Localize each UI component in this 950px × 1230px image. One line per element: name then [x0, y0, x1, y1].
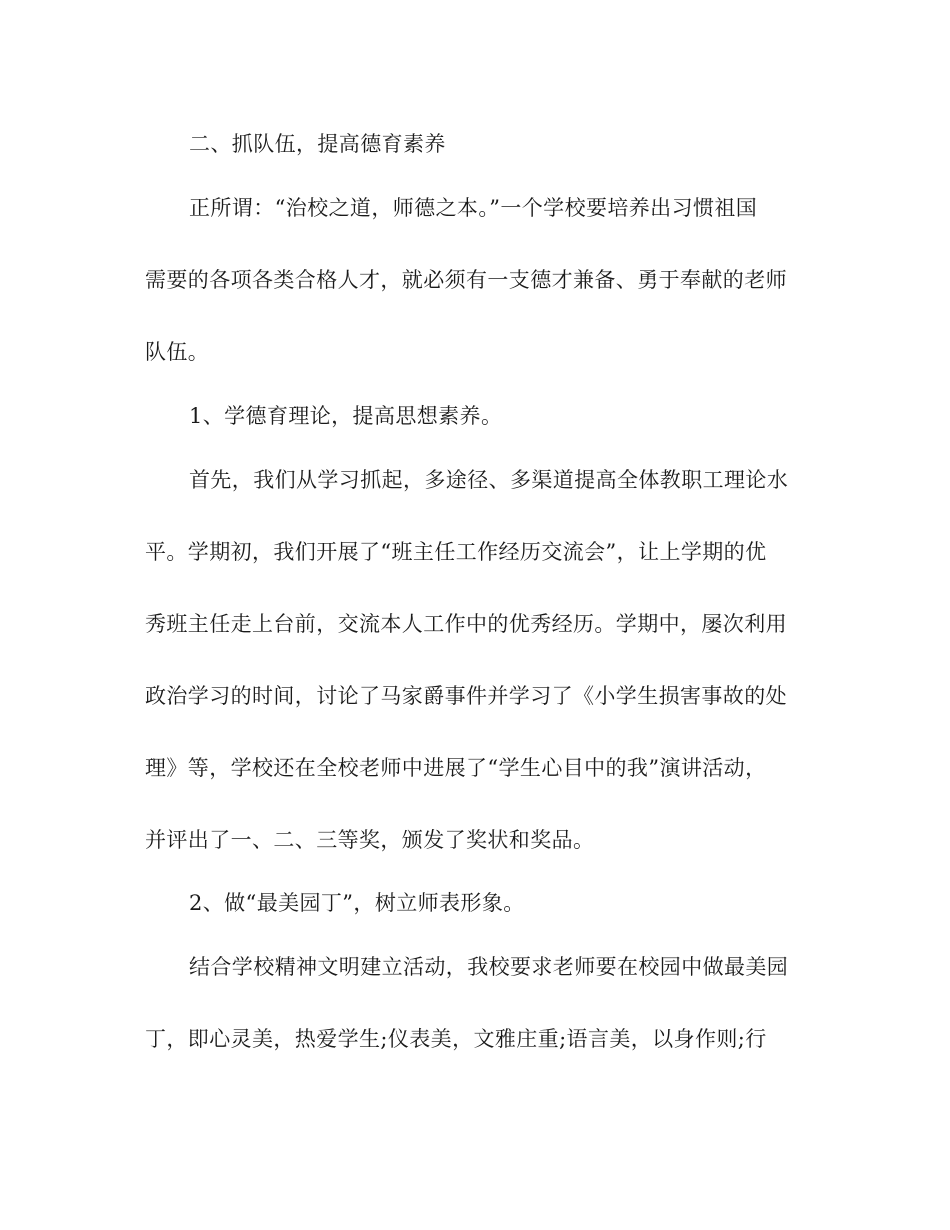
subheading: 1、学德育理论，提高思想素养。 [189, 404, 503, 428]
paragraph-line: 丁，即心灵美，热爱学生;仪表美，文雅庄重;语言美，以身作则;行 [145, 1027, 767, 1051]
section-heading: 二、抓队伍，提高德育素养 [189, 132, 446, 156]
paragraph-line: 平。学期初，我们开展了“班主任工作经历交流会”，让上学期的优 [145, 540, 767, 564]
subheading: 2、做“最美园丁”，树立师表形象。 [189, 891, 525, 915]
paragraph-line: 秀班主任走上台前，交流本人工作中的优秀经历。学期中，屡次利用 [145, 612, 787, 636]
paragraph-line: 并评出了一、二、三等奖，颁发了奖状和奖品。 [145, 828, 595, 852]
paragraph-line: 政治学习的时间，讨论了马家爵事件并学习了《小学生损害事故的处 [145, 684, 787, 708]
paragraph-line: 需要的各项各类合格人才，就必须有一支德才兼备、勇于奉献的老师 [145, 268, 787, 292]
paragraph-line: 结合学校精神文明建立活动，我校要求老师要在校园中做最美园 [189, 955, 789, 979]
paragraph-line: 理》等，学校还在全校老师中进展了“学生心目中的我”演讲活动， [145, 756, 767, 780]
paragraph-line: 正所谓：“治校之道，师德之本。”一个学校要培养出习惯祖国 [189, 196, 758, 220]
paragraph-line: 队伍。 [145, 340, 210, 364]
paragraph-line: 首先，我们从学习抓起，多途径、多渠道提高全体教职工理论水 [189, 468, 789, 492]
